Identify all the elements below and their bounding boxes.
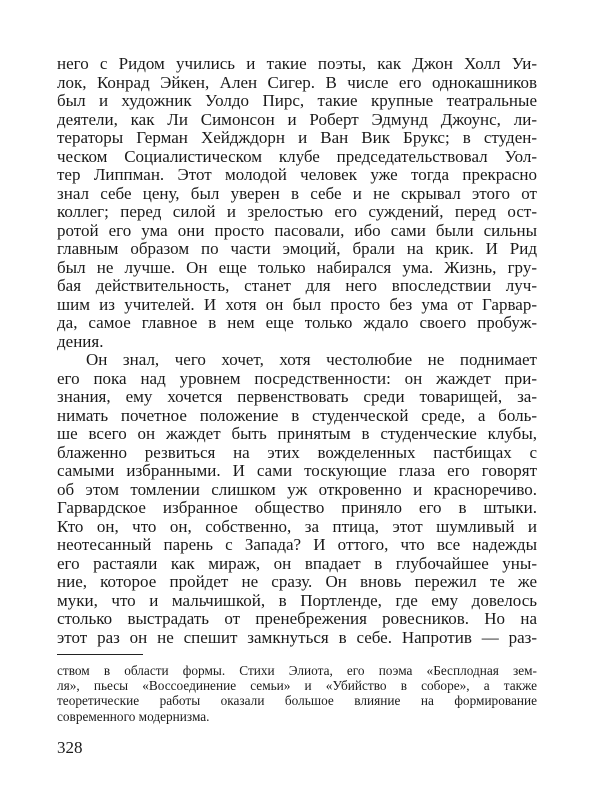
text-line: бая действительность, станет для него впоследствии луч- [57,276,537,295]
text-line: деятели, как Ли Симонсон и Роберт Эдмунд Джоунс, ли- [57,109,537,129]
main-text [57,55,537,647]
text-line: лок, Конрад Эйкен, Ален Сигер. В числе его однокашников [57,72,537,92]
footnote-line: теоретические работы оказали большое влияние на формирование [57,693,537,709]
text-line: столько выстрадать от пренебрежения ровесников. Но на [57,609,537,628]
text-line: самыми избранными. И сами тоскующие глаза его говорят [57,461,537,480]
footnote-line: современного модернизма. [57,708,210,724]
page-number: 328 [57,738,83,757]
text-line: ческом Социалистическом клубе председательствовал Уол- [57,146,537,166]
text-line: Он знал, чего хочет, хотя честолюбие не поднимает [86,350,537,369]
text-line: тер Липпман. Этот молодой человек уже тогда прекрасно [57,165,537,184]
text-line: его пока над уровнем посредственности: он жаждет при- [57,368,537,388]
text-line: нимать почетное положение в студенческой среде, а боль- [57,405,537,425]
text-line: об этом томлении слишком уж откровенно и красноречиво. [57,479,537,499]
text-line: Гарвардское избранное общество приняло его в штыки. [57,498,537,517]
footnote-line: ля», пьесы «Воссоединение семьи» и «Убийство в соборе», а также [57,678,537,694]
text-line: был не лучше. Он еще только набирался ума. Жизнь, гру- [57,257,537,277]
text-line: был и художник Уолдо Пирс, такие крупные театральные [57,91,537,110]
footnote-divider [57,654,143,655]
text-line: ротой его ума они просто пасовали, ибо сами были сильны [57,220,537,240]
text-line: него с Ридом учились и такие поэты, как Джон Холл Уи- [57,54,537,73]
text-line: да, самое главное в нем еще только ждало своего пробуж- [57,313,537,332]
text-line: его растаяли как мираж, он впадает в глубочайшее уны- [57,553,537,573]
text-line: ние, которое пройдет не сразу. Он вновь пережил те же [57,572,537,591]
text-line: ше всего он жаждет быть принятым в студенческие клубы, [57,424,537,443]
text-line: знал себе цену, был уверен в себе и не скрывал этого от [57,183,537,203]
text-line: муки, что и мальчишкой, в Портленде, где ему довелось [57,590,537,610]
text-line: дения. [57,331,104,351]
footnote [57,663,537,724]
text-line: неотесанный парень с Запада? И оттого, что все надежды [57,535,537,554]
text-line: Кто он, что он, собственно, за птица, этот шумливый и [57,516,537,536]
footnote-line: ством в области формы. Стихи Элиота, его поэма «Бесплодная зем- [57,663,537,678]
text-line: тераторы Герман Хейдждорн и Ван Вик Брукс; в студен- [57,128,537,147]
text-line: главным образом по части эмоций, брали на крик. И Рид [57,239,537,258]
text-line: блаженно резвиться на этих вожделенных пастбищах с [57,442,537,462]
text-line: знания, ему хочется первенствовать среди товарищей, за- [57,387,537,406]
text-line: шим из учителей. И хотя он был просто без ума от Гарвар- [57,294,537,314]
text-line: коллег; перед силой и зрелостью его суждений, перед ост- [57,202,537,221]
text-line: этот раз он не спешит замкнуться в себе. Напротив — раз- [57,627,537,647]
